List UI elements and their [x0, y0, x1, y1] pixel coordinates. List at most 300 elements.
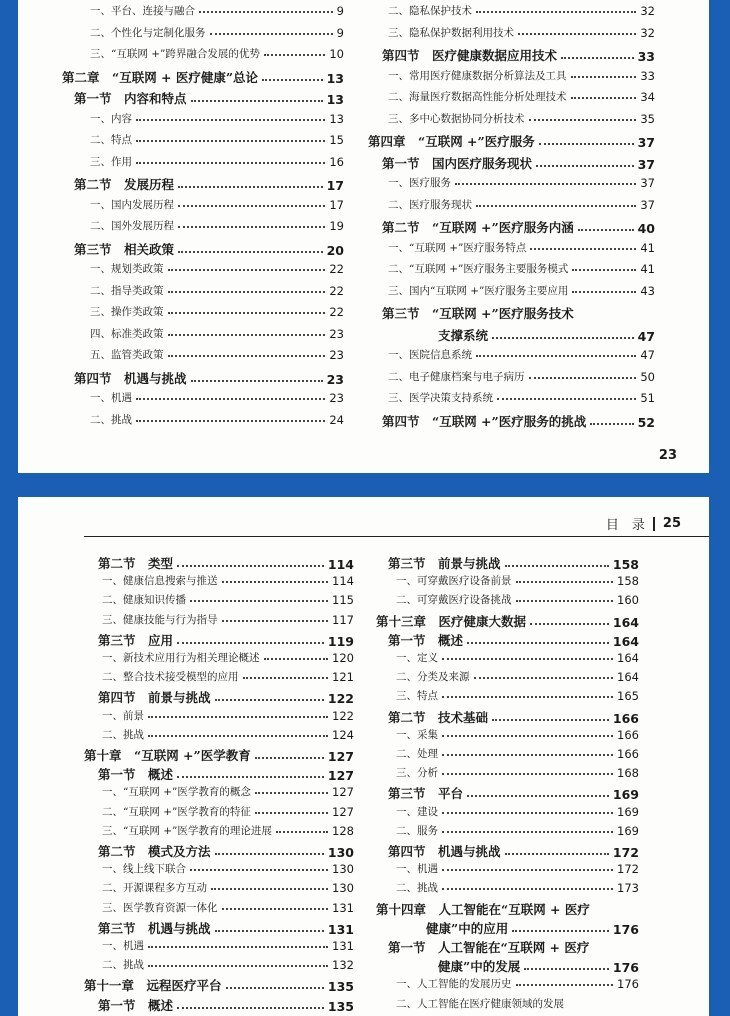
toc-entry-page: 32	[640, 4, 655, 18]
toc-entry-page: 115	[332, 593, 354, 607]
toc-entry-title: 第一节 概述	[98, 767, 174, 782]
toc-entry-title: 一、平台、连接与融合	[90, 5, 195, 17]
toc-entry	[90, 326, 344, 341]
toc-entry-title: 二、整合技术接受模型的应用	[102, 671, 239, 683]
toc-entry-title: 第三节 前景与挑战	[388, 556, 501, 571]
toc-entry-title: 一、采集	[396, 729, 438, 741]
toc-entry-page: 164	[612, 634, 639, 649]
dot-leader	[222, 908, 329, 910]
toc-entry-title: 第二节 模式及方法	[98, 844, 211, 859]
dot-leader	[497, 398, 636, 400]
toc-entry	[90, 261, 344, 276]
dot-leader	[536, 165, 634, 167]
dot-leader	[467, 642, 609, 644]
dot-leader	[136, 398, 325, 400]
toc-entry-page: 35	[640, 112, 655, 126]
toc-entry-title: 第四节 机遇与挑战	[74, 371, 187, 386]
toc-entry-title: 一、规划类政策	[90, 263, 164, 275]
toc-entry-page: 173	[617, 881, 639, 895]
toc-entry-title: 第三节 应用	[98, 633, 174, 648]
header-rule	[84, 536, 709, 537]
toc-entry-page: 34	[640, 90, 655, 104]
toc-entry-title: 四、标准类政策	[90, 328, 164, 340]
toc-entry-page: 158	[612, 557, 639, 572]
dot-leader	[442, 754, 613, 756]
toc-entry-page: 17	[326, 178, 344, 193]
dot-leader	[505, 853, 609, 855]
toc-entry-page: 127	[327, 749, 354, 764]
toc-entry-page: 50	[640, 370, 655, 384]
toc-entry	[396, 746, 639, 761]
toc-entry	[388, 554, 639, 572]
toc-entry	[102, 727, 354, 742]
toc-entry	[396, 861, 639, 876]
toc-entry-title: 二、可穿戴医疗设备挑战	[396, 594, 512, 606]
toc-entry-title: 二、处理	[396, 748, 438, 760]
toc-entry-title: 第一节 人工智能在“互联网 + 医疗	[388, 940, 590, 955]
dot-leader	[177, 776, 324, 778]
toc-entry	[102, 900, 354, 915]
header-title: 目 录	[605, 518, 645, 533]
toc-entry-title: 一、可穿戴医疗设备前景	[396, 575, 512, 587]
dot-leader	[442, 888, 613, 890]
toc-entry-title: 二、指导类政策	[90, 285, 164, 297]
toc-entry-title: 第二章 “互联网 + 医疗健康”总论	[62, 70, 259, 85]
toc-entry-title: 第一节 概述	[388, 633, 464, 648]
toc-entry-title: 第三节 机遇与挑战	[98, 921, 211, 936]
dot-leader	[530, 248, 636, 250]
dot-leader	[530, 623, 609, 625]
toc-entry	[396, 823, 639, 838]
toc-entry	[102, 861, 354, 876]
toc-entry-title: 二、服务	[396, 825, 438, 837]
toc-entry	[102, 708, 354, 723]
toc-entry	[388, 390, 655, 405]
toc-entry	[102, 650, 354, 665]
toc-entry	[396, 592, 639, 607]
toc-entry-title: 一、国内发展历程	[90, 199, 174, 211]
toc-entry-page: 114	[332, 574, 354, 588]
toc-entry-title: 第四节 机遇与挑战	[388, 844, 501, 859]
toc-entry-page: 124	[332, 728, 354, 742]
toc-entry-title: 二、挑战	[396, 882, 438, 894]
dot-leader	[529, 377, 637, 379]
toc-entry-page: 13	[326, 92, 344, 107]
toc-entry	[98, 554, 354, 572]
toc-entry	[102, 823, 354, 838]
dot-leader	[516, 600, 614, 602]
toc-entry-page: 9	[336, 4, 344, 18]
toc-entry	[102, 957, 354, 972]
toc-entry-title: 第四节 医疗健康数据应用技术	[382, 48, 558, 63]
toc-entry	[382, 46, 655, 64]
toc-entry	[90, 347, 344, 362]
toc-entry	[102, 784, 354, 799]
toc-entry-page: 47	[637, 329, 655, 344]
toc-entry-title: 二、分类及来源	[396, 671, 470, 683]
dot-leader	[262, 79, 323, 81]
dot-leader	[571, 97, 637, 99]
toc-entry-page: 13	[329, 112, 344, 126]
toc-entry	[382, 304, 655, 322]
toc-entry	[396, 804, 639, 819]
toc-entry-title: 三、“互联网 +”医学教育的理论进展	[102, 825, 272, 837]
toc-entry-title: 第三节 相关政策	[74, 242, 175, 257]
toc-entry-title: 一、医疗服务	[388, 177, 451, 189]
dot-leader	[561, 57, 634, 59]
toc-entry	[90, 132, 344, 147]
toc-entry-page: 127	[332, 805, 354, 819]
toc-entry-page: 166	[617, 747, 639, 761]
toc-entry-page: 22	[329, 284, 344, 298]
toc-entry-title: 一、“互联网 +”医学教育的概念	[102, 786, 251, 798]
toc-entry-page: 52	[637, 415, 655, 430]
toc-entry-page: 160	[617, 593, 639, 607]
dot-leader	[136, 119, 325, 121]
dot-leader	[442, 696, 613, 698]
toc-entry	[74, 369, 344, 387]
toc-entry-page: 168	[617, 766, 639, 780]
toc-entry-title: 三、操作类政策	[90, 306, 164, 318]
toc-entry-title: 三、健康技能与行为指导	[102, 614, 218, 626]
dot-leader	[190, 600, 328, 602]
toc-entry-title: 一、健康信息搜索与推送	[102, 575, 218, 587]
toc-entry	[396, 765, 639, 780]
toc-entry	[388, 89, 655, 104]
dot-leader	[476, 11, 636, 13]
dot-leader	[177, 1007, 324, 1009]
toc-entry-page: 130	[332, 862, 354, 876]
dot-leader	[255, 792, 328, 794]
toc-entry-title: 第一节 国内医疗服务现状	[382, 156, 533, 171]
toc-entry-title: 一、定义	[396, 652, 438, 664]
dot-leader	[492, 719, 609, 721]
toc-entry	[388, 68, 655, 83]
toc-entry-page: 15	[329, 133, 344, 147]
toc-entry-page: 17	[329, 198, 344, 212]
toc-entry-page: 127	[327, 768, 354, 783]
toc-entry	[388, 784, 639, 802]
dot-leader	[177, 565, 324, 567]
toc-entry	[90, 154, 344, 169]
dot-leader	[512, 930, 609, 932]
toc-entry	[376, 612, 639, 630]
dot-leader	[442, 658, 613, 660]
toc-entry-page: 37	[637, 135, 655, 150]
dot-leader	[168, 312, 326, 314]
toc-entry	[102, 938, 354, 953]
toc-entry-page: 135	[327, 999, 354, 1014]
toc-entry-title: 一、机遇	[102, 940, 144, 952]
dot-leader	[529, 119, 637, 121]
toc-entry-title: 第四节 “互联网 +”医疗服务的挑战	[382, 414, 587, 429]
toc-entry-page: 119	[327, 634, 354, 649]
toc-entry-page: 41	[640, 241, 655, 255]
dot-leader	[255, 812, 328, 814]
toc-entry-page: 166	[617, 728, 639, 742]
toc-entry	[388, 240, 655, 255]
toc-entry-title: 一、常用医疗健康数据分析算法及工具	[388, 70, 567, 82]
toc-entry-title: 一、前景	[102, 710, 144, 722]
toc-entry	[102, 573, 354, 588]
toc-entry	[388, 631, 639, 649]
dot-leader	[168, 291, 326, 293]
toc-entry-title: 第三节 “互联网 +”医疗服务技术	[382, 306, 574, 321]
dot-leader	[442, 812, 613, 814]
toc-entry-title: 第二节 技术基础	[388, 710, 489, 725]
toc-entry-page: 10	[329, 47, 344, 61]
toc-entry	[388, 175, 655, 190]
toc-entry	[382, 154, 655, 172]
toc-entry-page: 128	[332, 824, 354, 838]
toc-entry-page: 130	[332, 881, 354, 895]
dot-leader	[178, 205, 325, 207]
toc-entry	[382, 412, 655, 430]
toc-entry-page: 47	[640, 348, 655, 362]
toc-entry-title: 一、人工智能的发展历史	[396, 978, 512, 990]
toc-entry-page: 23	[326, 372, 344, 387]
toc-entry	[90, 218, 344, 233]
toc-entry-page: 164	[612, 615, 639, 630]
toc-entry-title: 第十三章 医疗健康大数据	[376, 614, 527, 629]
toc-entry-title: 二、医疗服务现状	[388, 199, 472, 211]
toc-entry-page: 158	[617, 574, 639, 588]
toc-entry	[388, 197, 655, 212]
toc-entry-page: 32	[640, 26, 655, 40]
dot-leader	[476, 355, 636, 357]
toc-entry	[90, 111, 344, 126]
toc-entry	[98, 996, 354, 1014]
running-header	[606, 514, 681, 533]
toc-entry-page: 132	[332, 958, 354, 972]
toc-entry-title: 一、建设	[396, 806, 438, 818]
dot-leader	[442, 773, 613, 775]
toc-entry-page: 37	[640, 176, 655, 190]
toc-entry-title: 第二节 “互联网 +”医疗服务内涵	[382, 220, 574, 235]
dot-leader	[492, 337, 634, 339]
toc-entry-page: 37	[640, 198, 655, 212]
dot-leader	[215, 853, 324, 855]
page-number: 23	[658, 448, 677, 463]
dot-leader	[524, 968, 609, 970]
toc-entry-page: 40	[637, 221, 655, 236]
toc-entry-title: 三、分析	[396, 767, 438, 779]
dot-leader	[168, 334, 326, 336]
dot-leader	[191, 380, 323, 382]
toc-entry	[90, 197, 344, 212]
toc-entry-page: 33	[637, 49, 655, 64]
toc-entry	[382, 218, 655, 236]
dot-leader	[148, 965, 328, 967]
toc-entry	[90, 25, 344, 40]
dot-leader	[276, 831, 328, 833]
toc-entry	[98, 688, 354, 706]
dot-leader	[177, 642, 324, 644]
dot-leader	[476, 205, 636, 207]
dot-leader	[264, 54, 325, 56]
toc-entry-page: 122	[332, 709, 354, 723]
dot-leader	[148, 735, 328, 737]
toc-entry	[98, 919, 354, 937]
toc-entry-page: 9	[336, 26, 344, 40]
toc-entry-title: 一、机遇	[396, 863, 438, 875]
toc-entry-page: 22	[329, 305, 344, 319]
dot-leader	[222, 581, 329, 583]
toc-entry	[84, 976, 354, 994]
toc-entry-page: 117	[332, 613, 354, 627]
toc-entry	[74, 240, 344, 258]
toc-entry	[388, 261, 655, 276]
toc-entry-title: 一、“互联网 +”医疗服务特点	[388, 242, 527, 254]
toc-entry-title: 二、国外发展历程	[90, 220, 174, 232]
dot-leader	[516, 581, 614, 583]
toc-entry	[102, 804, 354, 819]
toc-entry-page: 176	[612, 922, 639, 937]
toc-entry	[396, 727, 639, 742]
toc-entry-page: 122	[327, 691, 354, 706]
dot-leader	[199, 11, 333, 13]
toc-entry-page: 23	[329, 327, 344, 341]
toc-entry-title: 第十章 “互联网 +”医学教育	[84, 748, 251, 763]
toc-entry	[396, 650, 639, 665]
dot-leader	[518, 33, 636, 35]
toc-entry-title: 三、国内“互联网 +”医疗服务主要应用	[388, 285, 569, 297]
dot-leader	[136, 162, 325, 164]
toc-entry-title: 二、开源课程多方互动	[102, 882, 207, 894]
toc-entry-page: 165	[617, 689, 639, 703]
toc-entry-title: 二、人工智能在医疗健康领域的发展	[396, 998, 564, 1010]
toc-entry-page: 169	[612, 787, 639, 802]
toc-entry	[368, 132, 655, 150]
toc-entry-title: 第二节 类型	[98, 556, 174, 571]
toc-entry-page: 43	[640, 284, 655, 298]
toc-entry-title: 三、“互联网 +”跨界融合发展的优势	[90, 48, 260, 60]
dot-leader	[455, 183, 636, 185]
dot-leader	[578, 229, 634, 231]
toc-entry-title: 三、特点	[396, 690, 438, 702]
toc-entry-title: 支撑系统	[438, 328, 489, 343]
dot-leader	[168, 355, 326, 357]
toc-entry	[388, 708, 639, 726]
toc-entry	[90, 304, 344, 319]
toc-entry	[90, 412, 344, 427]
toc-entry-title: 第十一章 远程医疗平台	[84, 978, 222, 993]
toc-entry-title: 二、挑战	[102, 729, 144, 741]
toc-entry-title: 二、个性化与定制化服务	[90, 27, 206, 39]
toc-entry-title: 二、“互联网 +”医学教育的特征	[102, 806, 251, 818]
dot-leader	[210, 33, 333, 35]
toc-entry-page: 23	[329, 391, 344, 405]
toc-entry-title: 健康”中的发展	[438, 959, 521, 974]
toc-entry-title: 第三节 平台	[388, 786, 464, 801]
toc-entry	[438, 326, 655, 344]
dot-leader	[590, 423, 633, 425]
dot-leader	[215, 699, 324, 701]
toc-entry	[388, 842, 639, 860]
toc-entry-title: 二、电子健康档案与电子病历	[388, 371, 525, 383]
header-divider	[653, 517, 655, 531]
toc-entry-title: 第四章 “互联网 +”医疗服务	[368, 134, 535, 149]
dot-leader	[211, 888, 328, 890]
toc-entry-page: 120	[332, 651, 354, 665]
toc-entry-page: 172	[612, 845, 639, 860]
dot-leader	[226, 987, 324, 989]
dot-leader	[442, 831, 613, 833]
toc-entry-title: 第二节 发展历程	[74, 177, 175, 192]
toc-entry-page: 19	[329, 219, 344, 233]
toc-entry-title: 第四节 前景与挑战	[98, 690, 211, 705]
toc-entry-page: 33	[640, 69, 655, 83]
toc-entry-title: 三、作用	[90, 156, 132, 168]
dot-leader	[191, 100, 323, 102]
toc-entry-page: 23	[329, 348, 344, 362]
toc-entry-title: 一、新技术应用行为相关理论概述	[102, 652, 260, 664]
toc-entry	[396, 573, 639, 588]
toc-entry	[102, 669, 354, 684]
dot-leader	[136, 420, 325, 422]
toc-entry	[388, 347, 655, 362]
toc-entry-title: 二、健康知识传播	[102, 594, 186, 606]
toc-entry-page: 13	[326, 71, 344, 86]
dot-leader	[215, 930, 324, 932]
toc-entry-title: 三、医学决策支持系统	[388, 392, 493, 404]
toc-entry	[90, 283, 344, 298]
toc-entry-page: 22	[329, 262, 344, 276]
toc-entry-page: 114	[327, 557, 354, 572]
toc-entry	[438, 957, 639, 975]
dot-leader	[168, 269, 326, 271]
toc-entry-page: 37	[637, 157, 655, 172]
toc-entry	[396, 688, 639, 703]
toc-entry	[396, 976, 639, 991]
toc-entry-page: 121	[332, 670, 354, 684]
toc-entry	[102, 880, 354, 895]
toc-entry-title: 健康”中的应用	[426, 921, 509, 936]
toc-entry-page: 24	[329, 413, 344, 427]
dot-leader	[474, 677, 614, 679]
dot-leader	[136, 140, 325, 142]
toc-entry	[90, 46, 344, 61]
toc-entry-title: 第一节 内容和特点	[74, 91, 187, 106]
toc-entry-title: 二、特点	[90, 134, 132, 146]
toc-entry-page: 131	[332, 939, 354, 953]
toc-entry	[74, 89, 344, 107]
dot-leader	[148, 716, 328, 718]
toc-entry-title: 一、内容	[90, 113, 132, 125]
toc-entry-page: 176	[612, 960, 639, 975]
dot-leader	[178, 251, 323, 253]
dot-leader	[442, 735, 613, 737]
toc-entry-title: 五、监管类政策	[90, 349, 164, 361]
toc-entry	[102, 612, 354, 627]
toc-entry	[388, 938, 639, 956]
dot-leader	[539, 143, 634, 145]
toc-entry-title: 二、挑战	[90, 414, 132, 426]
toc-entry	[396, 880, 639, 895]
toc-entry-page: 164	[617, 670, 639, 684]
toc-entry-title: 二、挑战	[102, 959, 144, 971]
dot-leader	[572, 269, 636, 271]
dot-leader	[467, 795, 609, 797]
toc-entry	[102, 592, 354, 607]
toc-entry	[426, 919, 639, 937]
toc-entry-title: 第十四章 人工智能在“互联网 + 医疗	[376, 902, 590, 917]
toc-entry-page: 135	[327, 979, 354, 994]
dot-leader	[505, 565, 609, 567]
toc-entry	[74, 175, 344, 193]
dot-leader	[442, 869, 613, 871]
toc-entry-title: 三、隐私保护数据利用技术	[388, 27, 514, 39]
